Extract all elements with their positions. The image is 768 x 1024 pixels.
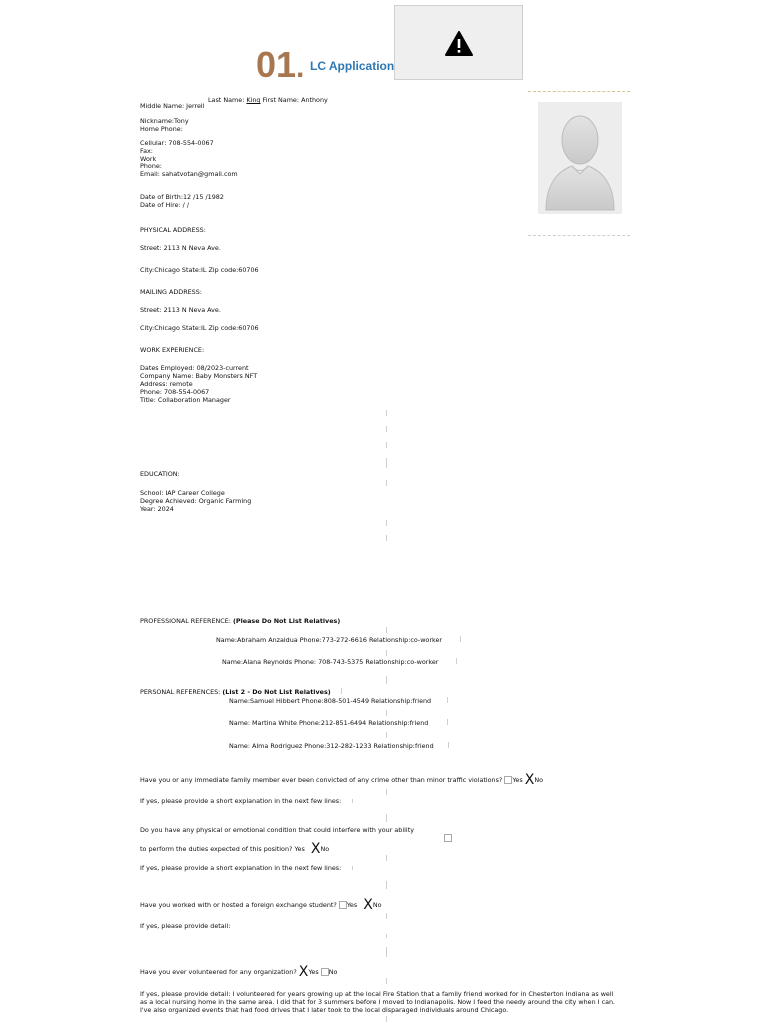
education-degree[interactable]: Degree Achieved: Organic Farming	[140, 497, 252, 505]
work-experience-heading: WORK EXPERIENCE:	[140, 346, 205, 354]
professional-reference-1[interactable]: Name:Abraham Anzaldua Phone:773-272-6616 Relationship:co-worker	[216, 636, 443, 644]
field-marker	[456, 658, 457, 664]
question-conviction	[140, 773, 543, 787]
field-marker	[386, 650, 387, 656]
field-marker	[341, 688, 342, 694]
conviction-explanation-prompt: If yes, please provide a short explanation in the next few lines:	[140, 797, 342, 805]
question-exchange-student	[140, 898, 382, 912]
personal-reference-1[interactable]: Name:Samuel Hibbert Phone:808-501-4549 Relationship:friend	[229, 697, 432, 705]
question-volunteer-text: Have you ever volunteered for any organization?	[140, 968, 297, 976]
condition-explanation-prompt: If yes, please provide a short explanation in the next few lines:	[140, 864, 342, 872]
personal-references-note: (List 2 - Do Not List Relatives)	[222, 688, 331, 696]
cellular[interactable]: Cellular: 708-554-0067	[140, 139, 214, 147]
user-silhouette-icon	[538, 102, 622, 214]
condition-extra-checkbox[interactable]	[444, 834, 452, 842]
middle-name[interactable]: Middle Name: Jerrell	[140, 102, 205, 110]
personal-reference-3[interactable]: Name: Alma Rodriguez Phone:312-282-1233 Relationship:friend	[229, 742, 434, 750]
field-marker	[386, 480, 387, 486]
physical-city[interactable]: City:Chicago State:IL Zip code:60706	[140, 266, 259, 274]
condition-no-label: No	[320, 845, 330, 853]
education-school[interactable]: School: IAP Career College	[140, 489, 225, 497]
professional-reference-label: PROFESSIONAL REFERENCE:	[140, 617, 231, 625]
question-condition-line-1: Do you have any physical or emotional condition that could interfere with your ability	[140, 826, 414, 834]
email[interactable]: Email: sahatvotan@gmail.com	[140, 170, 238, 178]
field-marker	[386, 913, 387, 919]
section-number-dot: .	[296, 51, 305, 84]
personal-references-heading	[140, 688, 331, 696]
last-name-label: Last Name:	[208, 96, 245, 104]
field-marker	[386, 710, 387, 716]
image-placeholder	[394, 5, 523, 80]
work-company[interactable]: Company Name: Baby Monsters NFT	[140, 372, 258, 380]
mailing-address-heading: MAILING ADDRESS:	[140, 288, 202, 296]
professional-reference-2[interactable]: Name:Alana Reynolds Phone: 708-743-5375 Relationship:co-worker	[222, 658, 439, 666]
field-marker	[386, 520, 387, 526]
field-marker	[352, 866, 353, 870]
condition-yes-label[interactable]: Yes	[294, 845, 305, 853]
name-line	[208, 96, 328, 104]
work-title[interactable]: Title: Collaboration Manager	[140, 396, 231, 404]
work-label: Work	[140, 155, 157, 163]
field-marker	[386, 535, 387, 541]
field-marker	[386, 732, 387, 738]
question-exchange-student-text: Have you worked with or hosted a foreign exchange student?	[140, 901, 337, 909]
conviction-no-mark[interactable]: X	[524, 772, 535, 788]
avatar	[538, 102, 622, 214]
physical-address-heading: PHYSICAL ADDRESS:	[140, 226, 206, 234]
field-marker	[460, 636, 461, 642]
page-title: LC Application	[310, 59, 395, 73]
field-marker	[386, 426, 387, 432]
field-marker	[386, 789, 387, 795]
question-condition-text: to perform the duties expected of this position?	[140, 845, 293, 853]
date-of-birth[interactable]: Date of Birth:12 /15 /1982	[140, 193, 224, 201]
work-phone-number[interactable]: Phone: 708-554-0067	[140, 388, 210, 396]
education-year[interactable]: Year: 2024	[140, 505, 174, 513]
field-marker	[352, 799, 353, 803]
exchange-yes-checkbox[interactable]	[339, 901, 347, 909]
volunteer-detail-3[interactable]: I've also organized events that had food drives that I later took to the local disparaged individuals around Chicago.	[140, 1006, 509, 1014]
field-marker	[386, 410, 387, 416]
field-marker	[386, 627, 387, 633]
home-phone[interactable]: Home Phone:	[140, 125, 183, 133]
personal-reference-2[interactable]: Name: Martina White Phone:212-851-6494 Relationship:friend	[229, 719, 429, 727]
fax[interactable]: Fax:	[140, 147, 153, 155]
personal-references-label: PERSONAL REFERENCES:	[140, 688, 221, 696]
education-heading: EDUCATION:	[140, 470, 180, 478]
field-marker	[386, 676, 387, 684]
field-marker	[447, 719, 448, 725]
nickname[interactable]: Nickname:Tony	[140, 117, 189, 125]
field-marker	[447, 697, 448, 703]
professional-reference-note: (Please Do Not List Relatives)	[232, 617, 341, 625]
field-marker	[386, 442, 387, 448]
conviction-yes-label: Yes	[512, 776, 523, 784]
volunteer-yes-label: Yes	[308, 968, 319, 976]
work-phone[interactable]: Phone:	[140, 162, 162, 170]
exchange-detail-prompt: If yes, please provide detail:	[140, 922, 231, 930]
section-number-digits: 01	[256, 44, 297, 85]
field-marker	[448, 742, 449, 748]
field-marker	[386, 458, 387, 468]
photo-frame	[528, 91, 630, 236]
field-marker	[386, 947, 387, 957]
volunteer-detail-1[interactable]: If yes, please provide detail: I volunteered for years growing up at the local Fire Station that a family friend worked for in Chesterton Indiana as well	[140, 990, 614, 998]
exchange-yes-label: Yes	[346, 901, 358, 909]
field-marker	[386, 814, 387, 822]
exchange-no-mark[interactable]: X	[363, 897, 373, 913]
volunteer-yes-mark[interactable]: X	[298, 964, 309, 980]
work-dates[interactable]: Dates Employed: 08/2023-current	[140, 364, 249, 372]
field-marker	[386, 978, 387, 984]
exchange-no-label: No	[372, 901, 382, 909]
first-name-value[interactable]: Anthony	[301, 96, 328, 104]
warning-triangle-icon	[445, 31, 473, 57]
volunteer-detail-2[interactable]: as a local nursing home in the same area. I did that for 3 summers before I moved to Indianapolis. Now I feed the needy around the city when I can.	[140, 998, 616, 1006]
field-marker	[386, 1016, 387, 1022]
professional-reference-heading	[140, 617, 340, 625]
volunteer-no-label: No	[328, 968, 338, 976]
volunteer-no-checkbox[interactable]	[321, 968, 329, 976]
date-of-hire[interactable]: Date of Hire: / /	[140, 201, 190, 209]
field-marker	[386, 881, 387, 889]
field-marker	[386, 934, 387, 938]
mailing-city[interactable]: City:Chicago State:IL Zip code:60706	[140, 324, 259, 332]
field-marker	[386, 855, 387, 861]
question-condition-line-2	[140, 842, 329, 856]
last-name-value[interactable]: King	[246, 96, 261, 104]
first-name-label: First Name:	[262, 96, 300, 104]
question-conviction-text: Have you or any immediate family member ever been convicted of any crime other than minor traffic violations?	[140, 776, 503, 784]
condition-no-mark[interactable]: X	[310, 841, 321, 857]
conviction-no-label: No	[534, 776, 544, 784]
question-volunteer	[140, 965, 337, 979]
mailing-street[interactable]: Street: 2113 N Neva Ave.	[140, 306, 221, 314]
physical-street[interactable]: Street: 2113 N Neva Ave.	[140, 244, 221, 252]
section-number	[256, 44, 305, 86]
work-address[interactable]: Address: remote	[140, 380, 193, 388]
